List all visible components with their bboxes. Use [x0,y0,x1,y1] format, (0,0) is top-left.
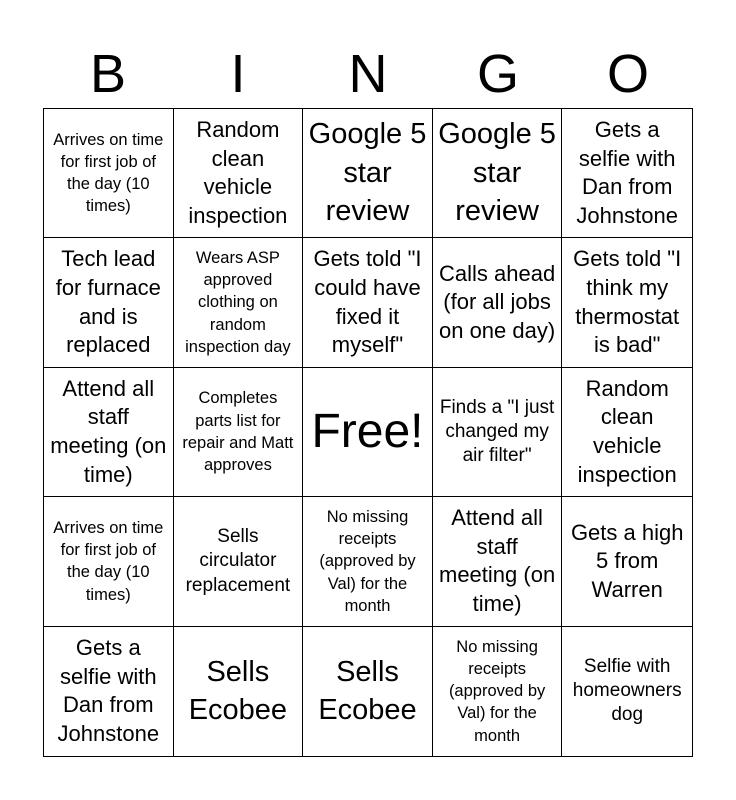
header-letter-i: I [230,44,246,104]
cell-text: Gets told "I think my thermostat is bad" [573,246,682,358]
bingo-cell-r5c2[interactable] [174,627,304,756]
cell-text: Attend all staff meeting (on time) [50,375,167,487]
cell-text: Sells circulator replacement [185,525,291,596]
bingo-header [43,40,693,108]
cell-text: Finds a "I just changed my air filter" [439,396,555,467]
bingo-cell-r4c5[interactable] [562,497,692,626]
bingo-cell-r5c3[interactable] [303,627,433,756]
bingo-cell-r3c5[interactable] [562,368,692,497]
cell-text: Arrives on time for first job of the day (10 times) [53,518,164,604]
cell-text: Wears ASP approved clothing on random inspection day [185,248,291,356]
bingo-cell-r1c2[interactable] [174,109,304,238]
header-letter-o: O [606,44,649,104]
header-letter-n: N [348,44,388,104]
cell-text: Gets a high 5 from Warren [570,519,684,602]
cell-text: Gets told "I could have fixed it myself" [313,246,422,358]
bingo-cell-r5c1[interactable] [44,627,174,756]
bingo-cell-r4c3[interactable] [303,497,433,626]
cell-text: Attend all staff meeting (on time) [439,505,556,616]
bingo-cell-r5c4[interactable] [433,627,563,756]
header-letter-b: B [89,44,127,104]
cell-text: Gets a selfie with Dan from Johnstone [576,117,678,228]
bingo-cell-r2c4[interactable] [433,238,563,367]
bingo-cell-r4c4[interactable] [433,497,563,626]
header-letter-g: G [476,44,519,104]
cell-text: Google 5 star review [308,118,427,228]
bingo-cell-r2c1[interactable] [44,238,174,367]
bingo-cell-r5c5[interactable] [562,627,692,756]
cell-text: Google 5 star review [438,118,556,228]
bingo-cell-r1c3[interactable] [303,109,433,238]
free-space-text: Free! [311,404,424,458]
bingo-cell-r1c4[interactable] [433,109,563,238]
bingo-cell-free[interactable] [303,368,433,497]
bingo-cell-r4c2[interactable] [174,497,304,626]
cell-text: Completes parts list for repair and Matt approves [182,389,294,475]
cell-text: Random clean vehicle inspection [188,117,288,228]
bingo-cell-r2c5[interactable] [562,238,692,367]
bingo-cell-r3c4[interactable] [433,368,563,497]
cell-text: Selfie with homeowners dog [572,655,682,726]
cell-text: Random clean vehicle inspection [577,375,677,487]
cell-text: No missing receipts (approved by Val) for the month [319,507,416,615]
cell-text: No missing receipts (approved by Val) for the month [448,637,546,745]
bingo-cell-r1c1[interactable] [44,109,174,238]
cell-text: Sells Ecobee [318,655,417,727]
cell-text: Tech lead for furnace and is replaced [55,246,161,358]
bingo-cell-r2c2[interactable] [174,238,304,367]
cell-text: Calls ahead (for all jobs on one day) [438,260,556,343]
bingo-cell-r2c3[interactable] [303,238,433,367]
cell-text: Sells Ecobee [188,655,288,727]
bingo-cell-r1c5[interactable] [562,109,692,238]
bingo-grid [43,108,693,757]
bingo-cell-r3c1[interactable] [44,368,174,497]
cell-text: Arrives on time for first job of the day (10 times) [53,130,164,216]
bingo-cell-r3c2[interactable] [174,368,304,497]
bingo-cell-r4c1[interactable] [44,497,174,626]
cell-text: Gets a selfie with Dan from Johnstone [57,635,160,746]
